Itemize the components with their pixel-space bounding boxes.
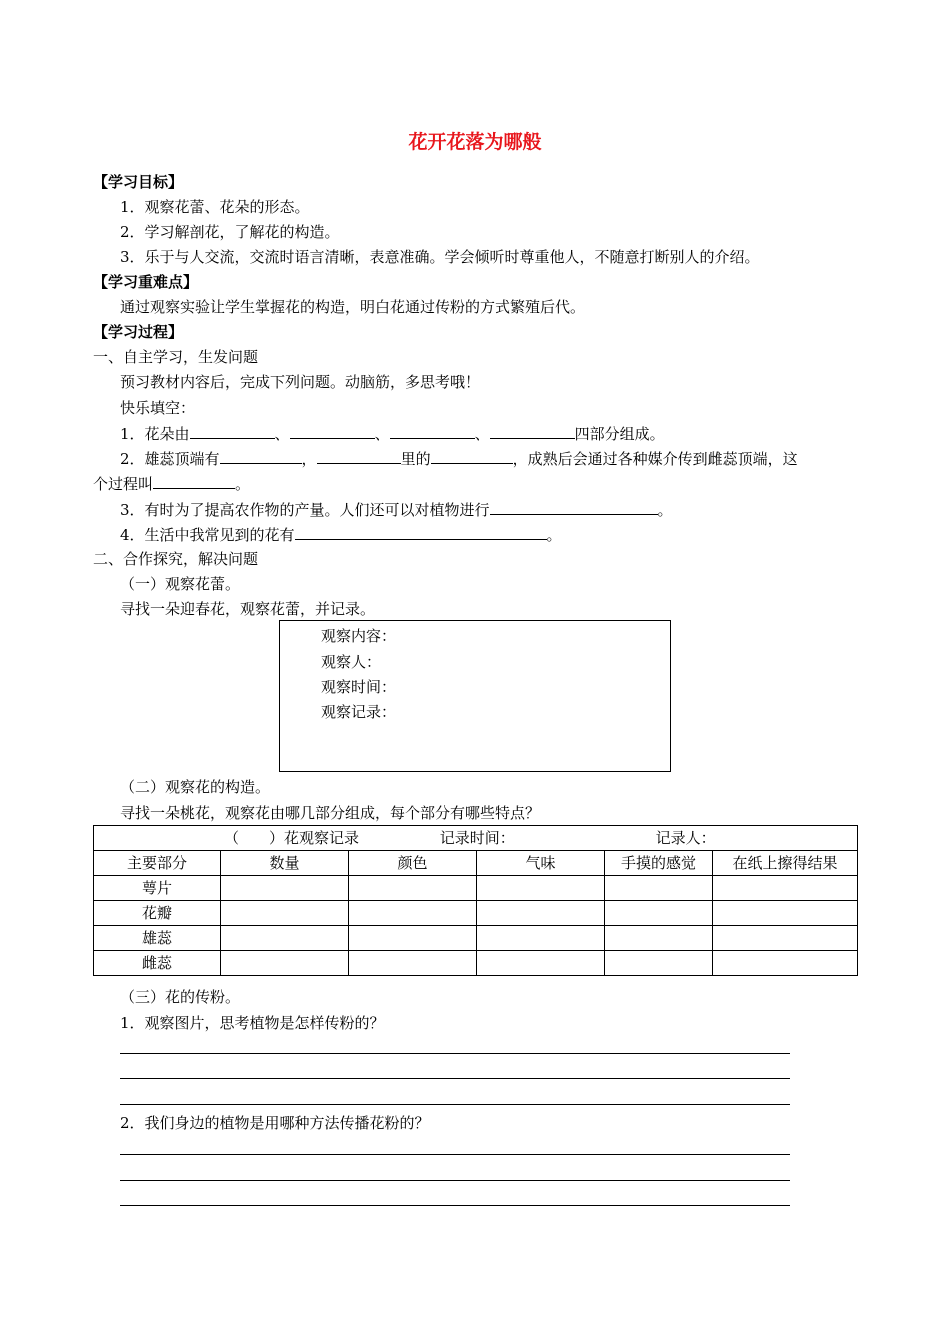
separator: 、: [374, 425, 390, 443]
table-cell[interactable]: [713, 901, 858, 926]
column-header: 数量: [221, 851, 349, 876]
q4-prefix: 4．生活中我常见到的花有: [120, 526, 295, 544]
table-cell[interactable]: [605, 951, 713, 976]
part1-intro: 预习教材内容后，完成下列问题。动脑筋，多思考哦！: [120, 373, 481, 391]
fill-question-1: [120, 423, 665, 444]
goal-item: 1．观察花蕾、花朵的形态。: [120, 198, 310, 216]
flower-observation-table: [93, 825, 858, 976]
separator: 、: [274, 425, 290, 443]
table-caption-row: [94, 826, 858, 851]
table-row: [94, 926, 858, 951]
q2-prefix: 2．雄蕊顶端有: [120, 450, 220, 468]
q2-suffix: ，成熟后会通过各种媒介传到雌蕊顶端，这: [512, 450, 798, 468]
column-header: 气味: [477, 851, 605, 876]
table-cell[interactable]: [605, 876, 713, 901]
table-cell[interactable]: [477, 951, 605, 976]
q2-line2-suffix: 。: [235, 475, 251, 493]
sub1-text: 寻找一朵迎春花，观察花蕾，并记录。: [120, 600, 376, 618]
table-row: [94, 901, 858, 926]
sub1-heading: （一）观察花蕾。: [120, 575, 241, 593]
observation-content-label: 观察内容：: [321, 627, 397, 645]
observation-time-label: 观察时间：: [321, 678, 397, 696]
table-cell[interactable]: [349, 876, 477, 901]
answer-blank[interactable]: [490, 423, 575, 439]
observation-record-label: 观察记录：: [321, 703, 397, 721]
answer-line[interactable]: [120, 1078, 790, 1079]
q2-mid1: ，: [301, 450, 317, 468]
q3-prefix: 3．有时为了提高农作物的产量。人们还可以对植物进行: [120, 501, 490, 519]
column-header: 在纸上擦得结果: [713, 851, 858, 876]
q1-suffix: 四部分组成。: [574, 425, 665, 443]
fill-question-2-cont: [93, 473, 250, 494]
answer-blank[interactable]: [295, 524, 547, 540]
answer-blank[interactable]: [317, 448, 401, 464]
part2-heading: 二、合作探究，解决问题: [93, 550, 259, 568]
q2-line2-prefix: 个过程叫: [93, 475, 154, 493]
q1-prefix: 1．花朵由: [120, 425, 190, 443]
goal-item: 3．乐于与人交流，交流时语言清晰，表意准确。学会倾听时尊重他人，不随意打断别人的介绍。: [120, 248, 760, 266]
row-label: 花瓣: [94, 901, 221, 926]
record-caption: （ ）花观察记录: [224, 829, 360, 847]
key-points-heading: 【学习重难点】: [93, 273, 199, 291]
table-cell[interactable]: [713, 951, 858, 976]
sub2-text: 寻找一朵桃花，观察花由哪几部分组成，每个部分有哪些特点？: [120, 804, 541, 822]
sub2-heading: （二）观察花的构造。: [120, 778, 271, 796]
observation-box: [279, 620, 671, 772]
table-cell[interactable]: [349, 951, 477, 976]
pollination-question-1: 1．观察图片，思考植物是怎样传粉的？: [120, 1014, 385, 1032]
part1-heading: 一、自主学习，生发问题: [93, 348, 259, 366]
fill-question-2: [120, 448, 798, 469]
separator: 、: [474, 425, 490, 443]
answer-line[interactable]: [120, 1154, 790, 1155]
answer-blank[interactable]: [390, 423, 475, 439]
recorder-label: 记录人：: [655, 829, 716, 847]
table-row: [94, 951, 858, 976]
sub3-heading: （三）花的传粉。: [120, 988, 241, 1006]
answer-blank[interactable]: [220, 448, 302, 464]
table-cell[interactable]: [221, 901, 349, 926]
table-cell[interactable]: [221, 876, 349, 901]
answer-line[interactable]: [120, 1053, 790, 1054]
row-label: 萼片: [94, 876, 221, 901]
table-header-row: [94, 851, 858, 876]
q2-mid2: 里的: [400, 450, 431, 468]
table-row: [94, 876, 858, 901]
fill-question-3: [120, 499, 673, 520]
answer-blank[interactable]: [190, 423, 275, 439]
page-title: 花开花落为哪般: [408, 131, 542, 153]
answer-blank[interactable]: [490, 499, 658, 515]
answer-blank[interactable]: [431, 448, 513, 464]
process-heading: 【学习过程】: [93, 323, 184, 341]
answer-line[interactable]: [120, 1104, 790, 1105]
q4-suffix: 。: [546, 526, 562, 544]
column-header: 颜色: [349, 851, 477, 876]
table-cell[interactable]: [605, 926, 713, 951]
answer-line[interactable]: [120, 1205, 790, 1206]
table-cell[interactable]: [221, 926, 349, 951]
answer-line[interactable]: [120, 1180, 790, 1181]
record-time-label: 记录时间：: [439, 829, 515, 847]
table-cell[interactable]: [477, 901, 605, 926]
fill-label: 快乐填空：: [120, 399, 196, 417]
table-cell[interactable]: [605, 901, 713, 926]
fill-question-4: [120, 524, 562, 545]
table-cell[interactable]: [477, 926, 605, 951]
answer-blank[interactable]: [290, 423, 375, 439]
table-cell[interactable]: [713, 926, 858, 951]
table-cell[interactable]: [477, 876, 605, 901]
table-cell[interactable]: [713, 876, 858, 901]
table-cell[interactable]: [221, 951, 349, 976]
answer-blank[interactable]: [153, 473, 235, 489]
row-label: 雄蕊: [94, 926, 221, 951]
key-points-text: 通过观察实验让学生掌握花的构造，明白花通过传粉的方式繁殖后代。: [120, 298, 586, 316]
table-caption: [94, 826, 858, 851]
table-cell[interactable]: [349, 901, 477, 926]
column-header: 手摸的感觉: [605, 851, 713, 876]
table-cell[interactable]: [349, 926, 477, 951]
pollination-question-2: 2．我们身边的植物是用哪种方法传播花粉的？: [120, 1114, 430, 1132]
goal-item: 2．学习解剖花，了解花的构造。: [120, 223, 340, 241]
row-label: 雌蕊: [94, 951, 221, 976]
column-header: 主要部分: [94, 851, 221, 876]
q3-suffix: 。: [657, 501, 673, 519]
observer-label: 观察人：: [321, 653, 382, 671]
goals-heading: 【学习目标】: [93, 173, 184, 191]
